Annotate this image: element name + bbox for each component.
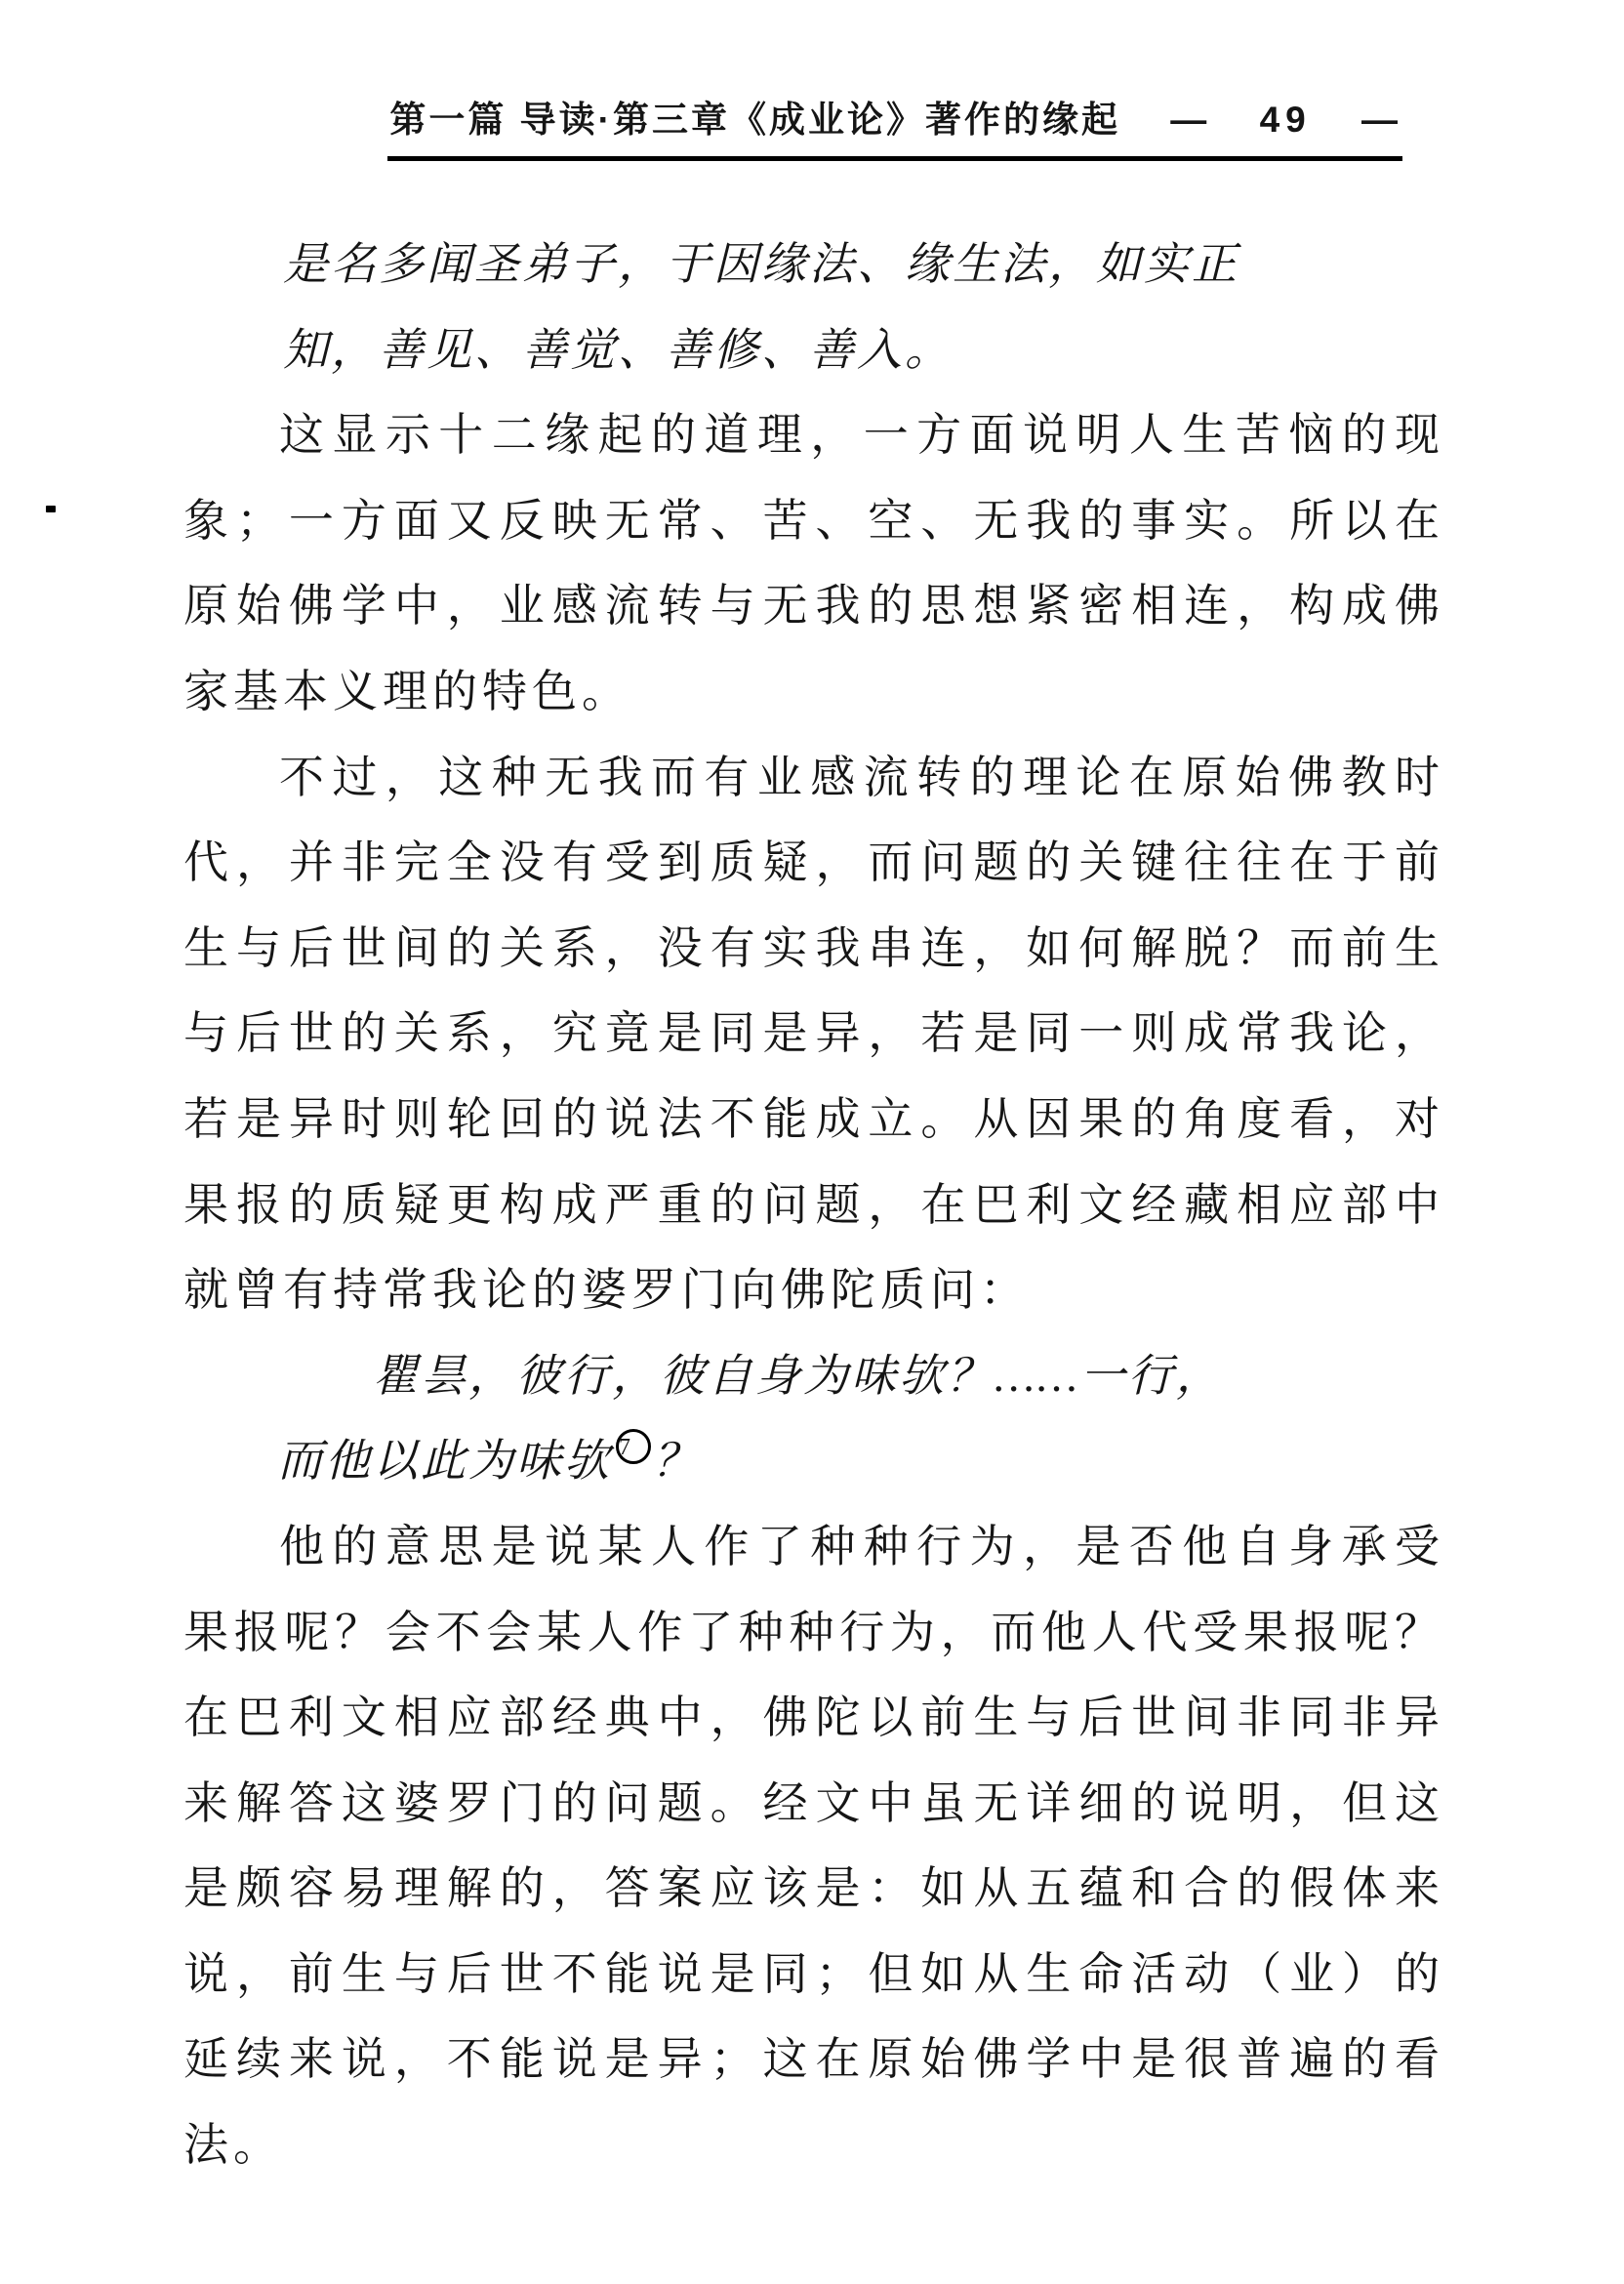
quote-block — [183, 1333, 1444, 1504]
text-line: 生与后世间的关系，没有实我串连，如何解脱？而前生 — [183, 922, 1444, 973]
paragraph — [183, 1504, 1444, 2188]
text-line: 家基本义理的特色。 — [183, 666, 631, 716]
text-line: 法。 — [183, 2120, 283, 2171]
text-line: 代，并非完全没有受到质疑，而问题的关键往往在于前 — [183, 837, 1444, 888]
text-line: 不过，这种无我而有业感流转的理论在原始佛教时 — [279, 752, 1444, 802]
text-line: 而他以此为味欤 7 ？ — [277, 1418, 1444, 1504]
text-line: 象；一方面又反映无常、苦、空、无我的事实。所以在 — [183, 495, 1444, 546]
page-number: 49 — [1259, 100, 1312, 140]
page-body — [183, 222, 1444, 2188]
scan-speck — [46, 506, 56, 512]
text-line: 是颇容易理解的，答案应该是：如从五蕴和合的假体来 — [183, 1863, 1444, 1914]
text-line: 是名多闻圣弟子，于因缘法、缘生法，如实正 — [283, 239, 1239, 289]
text-line: 他的意思是说某人作了种种行为，是否他自身承受 — [279, 1521, 1444, 1571]
footnote-ref: 7 — [616, 1429, 651, 1464]
running-header-rule — [387, 90, 1402, 161]
text-line: 原始佛学中，业感流转与无我的思想紧密相连，构成佛 — [183, 581, 1444, 632]
text-line: 与后世的关系，究竟是同是异，若是同一则成常我论， — [183, 1008, 1444, 1059]
text-line: 在巴利文相应部经典中，佛陀以前生与后世间非同非异 — [183, 1693, 1444, 1743]
paragraph — [183, 735, 1444, 1333]
text-line: 说，前生与后世不能说是同；但如从生命活动（业）的 — [183, 1948, 1444, 1999]
quote-block — [183, 222, 1444, 392]
paragraph — [183, 392, 1444, 734]
header-dash-right: — — [1361, 100, 1401, 140]
text-line: 这显示十二缘起的道理，一方面说明人生苦恼的现 — [279, 410, 1444, 461]
text-line: 瞿昙，彼行，彼自身为味欤？……一行， — [373, 1350, 1224, 1401]
text-line: 延续来说，不能说是异；这在原始佛学中是很普遍的看 — [183, 2034, 1444, 2085]
text-line: 知，善见、善觉、善修、善入。 — [283, 324, 953, 375]
text-line: 就曾有持常我论的婆罗门向佛陀质问： — [183, 1265, 1030, 1316]
text-line: 若是异时则轮回的说法不能成立。从因果的角度看，对 — [183, 1093, 1444, 1144]
text-line: 果报呢？会不会某人作了种种行为，而他人代受果报呢？ — [183, 1607, 1444, 1657]
header-dash-left: — — [1170, 100, 1210, 140]
running-header-title: 第一篇 导读·第三章《成业论》著作的缘起 — [389, 100, 1120, 140]
text-line: 果报的质疑更构成严重的问题，在巴利文经藏相应部中 — [183, 1179, 1444, 1230]
running-header — [0, 0, 1402, 161]
text-line: 来解答这婆罗门的问题。经文中虽无详细的说明，但这 — [183, 1777, 1444, 1828]
